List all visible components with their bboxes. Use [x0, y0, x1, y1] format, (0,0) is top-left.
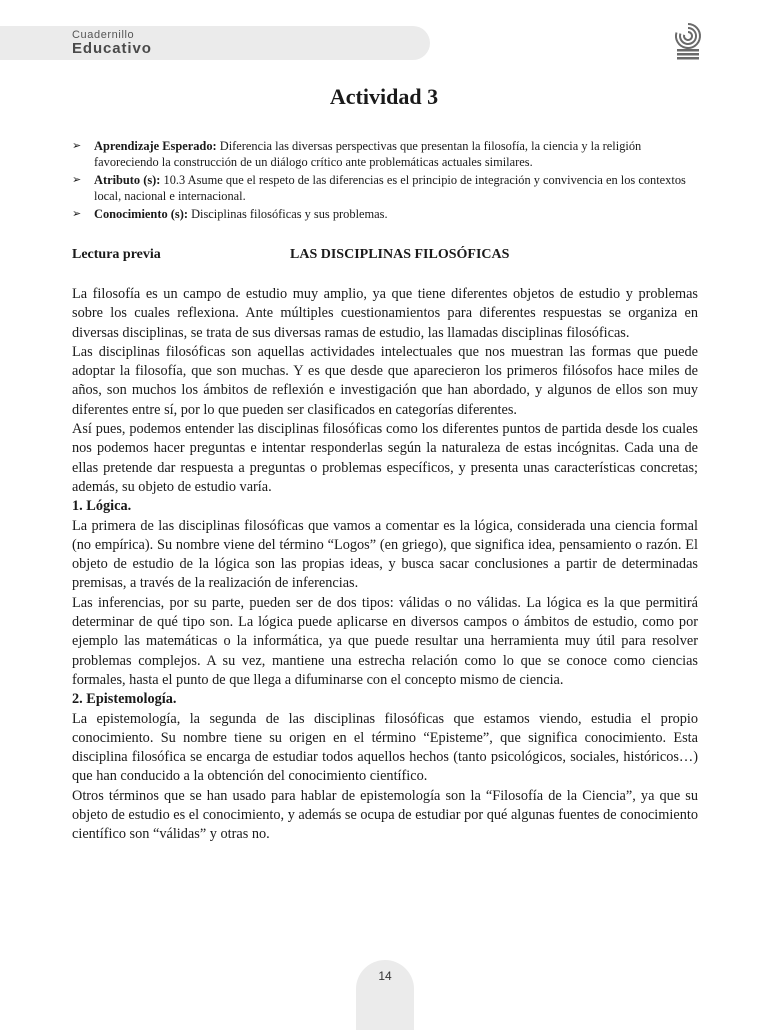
bullet-label: Conocimiento (s): — [94, 207, 188, 221]
bullet-label: Aprendizaje Esperado: — [94, 139, 217, 153]
reading-title: LAS DISCIPLINAS FILOSÓFICAS — [290, 247, 510, 262]
arrow-bullet-icon: ➢ — [72, 173, 82, 186]
paragraph: Las disciplinas filosóficas son aquellas actividades intelectuales que nos muestran las formas que puede adoptar la filosofía, que son muchas. Y es que desde que aparecieron los primeros filósofos hace miles de años, son muchos los ámbitos de reflexión e investigación que han abordado, y algunos de ellos son muy diferentes entre sí, por lo que pueden ser clasificados en categorías diferentes. — [72, 343, 698, 418]
bullet-text: 10.3 Asume que el respeto de las diferencias es el principio de integración y convivencia en los contextos local, nacional e internacional. — [94, 173, 686, 203]
page-number: 14 — [378, 969, 392, 983]
bullet-aprendizaje — [72, 138, 700, 170]
bullet-atributo — [72, 172, 700, 204]
lectura-label: Lectura previa — [72, 247, 161, 262]
bullet-label: Atributo (s): — [94, 173, 161, 187]
bullet-text: Diferencia las diversas perspectivas que presentan la filosofía, la ciencia y la religión favoreciendo la construcción de un diálogo crítico ante problemáticas actuales similares. — [94, 139, 642, 169]
bullet-text: Disciplinas filosóficas y sus problemas. — [191, 207, 388, 221]
learning-objectives — [72, 138, 700, 224]
reading-body — [72, 285, 698, 845]
arrow-bullet-icon: ➢ — [72, 207, 82, 220]
arrow-bullet-icon: ➢ — [72, 139, 82, 152]
brand — [72, 29, 152, 57]
paragraph: Otros términos que se han usado para hablar de epistemología son la “Filosofía de la Ciencia”, ya que su objeto de estudio es el conocimiento, y además se ocupa de estudiar por qué algunas fuentes de conocimiento científico son “válidas” y otras no. — [72, 787, 698, 843]
activity-title: Actividad 3 — [329, 84, 439, 109]
section-heading-logica: 1. Lógica. — [72, 498, 132, 515]
bullet-conocimiento — [72, 206, 700, 222]
paragraph: La primera de las disciplinas filosóficas que vamos a comentar es la lógica, considerada una ciencia formal (no empírica). Su nombre viene del término “Logos” (en griego), que significa idea, pensamiento o razón. El objeto de estudio de la lógica son las propias ideas, y busca sacar conclusiones a partir de determinadas premisas, a través de la realización de inferencias. — [72, 517, 698, 592]
spiral-book-logo-icon — [672, 20, 704, 60]
brand-line1: Cuadernillo — [72, 29, 135, 41]
header-tab — [0, 26, 430, 60]
paragraph: Las inferencias, por su parte, pueden ser de dos tipos: válidas o no válidas. La lógica es la que permitirá determinar de qué tipo son. La lógica puede aplicarse en diversos campos o ámbitos de estudio, como por ejemplo las matemáticas o la informática, ya que puede resultar una herramienta muy útil para resolver problemas complejos. A su vez, mantiene una estrecha relación como lo que se conoce como ciencias formales, hasta el punto de que llega a difuminarse con el concepto mismo de ciencia. — [72, 594, 698, 688]
paragraph: Así pues, podemos entender las disciplinas filosóficas como los diferentes puntos de partida desde los cuales nos podemos hacer preguntas e intentar responderlas según la naturaleza de estas incógnitas. Cada una de ellas pretende dar respuesta a preguntas o problemas específicos, y presenta unas características concretas; además, su objeto de estudio varía. — [72, 421, 698, 495]
section-heading-epistemologia: 2. Epistemología. — [72, 691, 177, 708]
paragraph: La epistemología, la segunda de las disciplinas filosóficas que estamos viendo, estudia el propio conocimiento. Su nombre tiene su origen en el término “Episteme”, que significa conocimiento. Esta disciplina filosófica se encarga de estudiar todos aquellos hechos (tanto psicológicos, sociales, históricos…) que han conducido a la obtención del conocimiento científico. — [72, 710, 698, 785]
brand-line2: Educativo — [72, 40, 152, 57]
paragraph: La filosofía es un campo de estudio muy amplio, ya que tiene diferentes objetos de estudio y problemas sobre los cuales reflexiona. Ante múltiples cuestionamientos para diferentes respuestas se organiza en diversas disciplinas, se trata de sus diversas ramas de estudio, las llamadas disciplinas filosóficas. — [72, 286, 698, 341]
